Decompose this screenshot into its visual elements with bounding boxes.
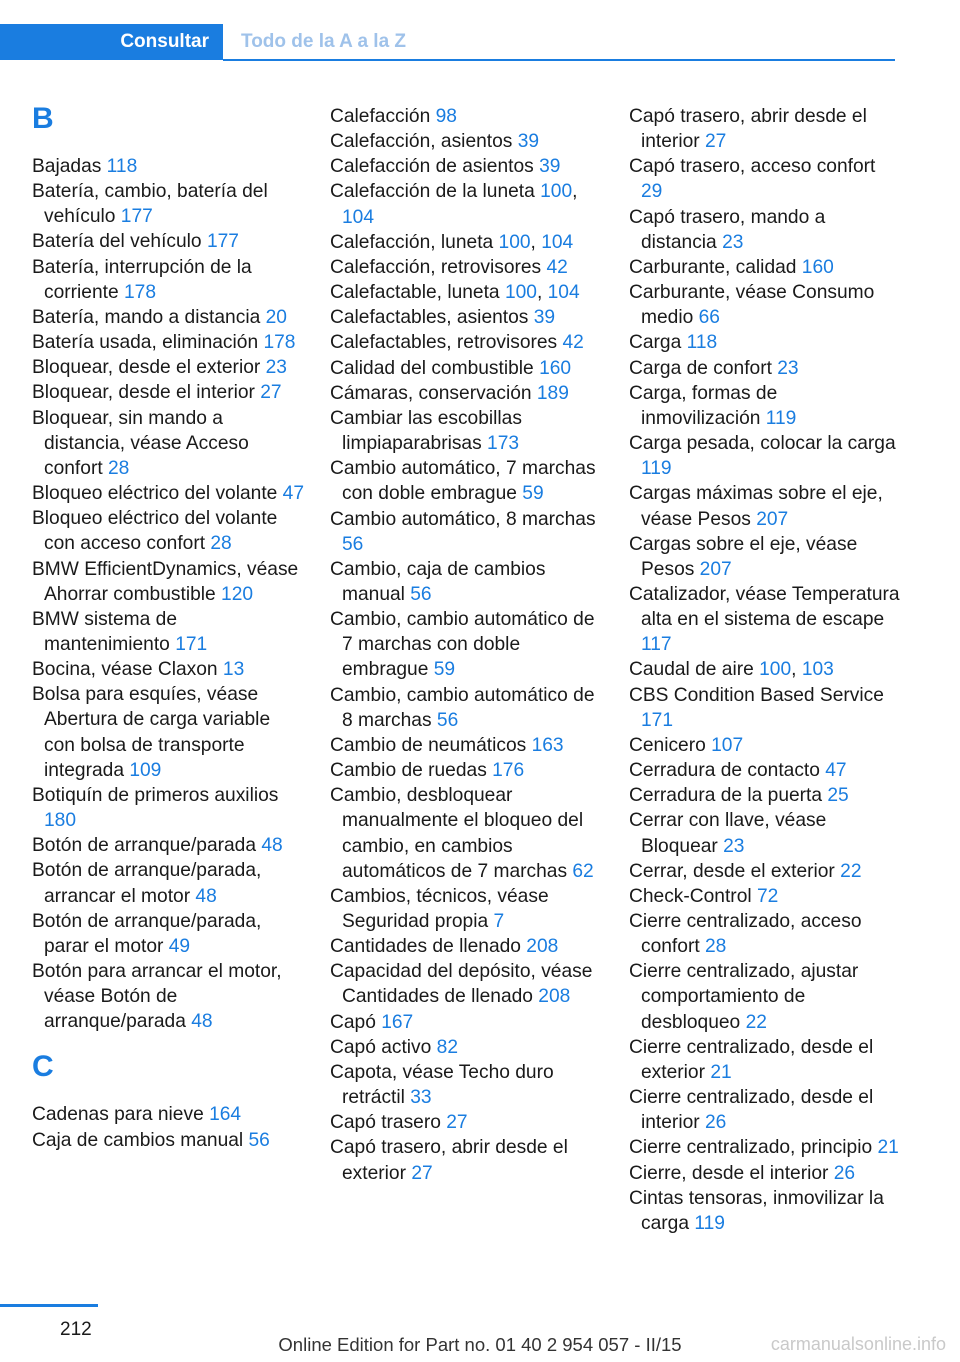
page-link[interactable]: 23 bbox=[723, 835, 745, 857]
page-link[interactable]: 23 bbox=[722, 231, 744, 253]
page-link[interactable]: 56 bbox=[342, 533, 364, 555]
page-link[interactable]: 160 bbox=[539, 357, 572, 379]
index-entry bbox=[629, 330, 901, 355]
index-term: Cenicero bbox=[629, 734, 712, 756]
page-link[interactable]: 103 bbox=[801, 659, 834, 681]
page-link[interactable]: 48 bbox=[195, 885, 217, 907]
page-link[interactable]: 48 bbox=[191, 1011, 213, 1033]
index-entry bbox=[330, 305, 602, 330]
index-term: Botón de arranque/parada bbox=[32, 835, 262, 857]
section-letter: C bbox=[32, 1050, 54, 1084]
index-term: Carga bbox=[629, 332, 687, 354]
page-link[interactable]: 176 bbox=[492, 760, 525, 782]
index-entry bbox=[629, 356, 901, 381]
page-link[interactable]: 20 bbox=[265, 306, 287, 328]
index-entry bbox=[629, 1186, 901, 1236]
page-header bbox=[0, 24, 895, 62]
index-term: Cintas tensoras, inmovilizar la carga bbox=[629, 1187, 884, 1234]
index-entry bbox=[629, 481, 901, 531]
index-term: Bocina, véase Claxon bbox=[32, 659, 223, 681]
index-term: Cargas sobre el eje, véase Pesos bbox=[629, 533, 858, 580]
index-entry bbox=[32, 959, 304, 1034]
index-column-3 bbox=[629, 104, 901, 1236]
page-link[interactable]: 42 bbox=[546, 256, 568, 278]
index-term: Cierre centralizado, desde el exterior bbox=[629, 1036, 874, 1083]
index-entry bbox=[629, 884, 901, 909]
index-entry bbox=[32, 330, 304, 355]
page-link[interactable]: 171 bbox=[641, 709, 674, 731]
index-entry bbox=[330, 507, 602, 557]
index-term: Capó trasero, abrir desde el interior bbox=[629, 106, 867, 153]
page-link[interactable]: 23 bbox=[777, 357, 799, 379]
watermark: carmanualsonline.info bbox=[770, 1334, 946, 1354]
page-link[interactable]: 178 bbox=[123, 281, 156, 303]
index-entry bbox=[32, 229, 304, 254]
page-link[interactable]: 48 bbox=[261, 835, 283, 857]
page-number-bar bbox=[0, 1304, 98, 1307]
index-entry bbox=[32, 833, 304, 858]
index-term: Batería, cambio, batería del vehículo bbox=[32, 181, 268, 228]
index-entry bbox=[330, 934, 602, 959]
index-entry bbox=[330, 1010, 602, 1035]
index-term: Botón de arranque/parada, arrancar el motor bbox=[32, 860, 262, 907]
index-term: Check-Control bbox=[629, 885, 757, 907]
index-entry bbox=[330, 683, 602, 733]
index-term: Batería del vehículo bbox=[32, 231, 207, 253]
index-entry bbox=[32, 607, 304, 657]
index-term: Capó bbox=[330, 1011, 382, 1033]
page-link[interactable]: 27 bbox=[411, 1162, 433, 1184]
index-entry bbox=[32, 1128, 304, 1153]
index-term: Bolsa para esquíes, véase Abertura de carga variable con bolsa de transporte integrada bbox=[32, 684, 271, 781]
index-entry bbox=[32, 481, 304, 506]
index-term: Bloquear, desde el interior bbox=[32, 382, 261, 404]
index-term: Bloquear, desde el exterior bbox=[32, 357, 266, 379]
page-link[interactable]: 26 bbox=[704, 1112, 727, 1134]
index-entry bbox=[629, 1085, 901, 1135]
page-link[interactable]: 117 bbox=[641, 634, 672, 656]
index-column-1 bbox=[32, 104, 304, 1153]
page-link[interactable]: 100 bbox=[540, 181, 573, 203]
index-entry bbox=[629, 1135, 901, 1160]
index-term: Capó trasero bbox=[330, 1112, 447, 1134]
index-term: Cambio automático, 8 marchas bbox=[330, 508, 596, 530]
page-link[interactable]: 26 bbox=[833, 1162, 856, 1184]
index-term: Carga pesada, colocar la carga bbox=[629, 433, 896, 455]
index-term: Cantidades de llenado bbox=[330, 936, 527, 958]
index-term: Cámaras, conservación bbox=[330, 382, 537, 404]
page-link[interactable]: 173 bbox=[487, 433, 520, 455]
index-entry: Calefactable, luneta 100, 104 bbox=[330, 282, 580, 304]
index-entry bbox=[629, 104, 901, 154]
index-term: Carga, formas de inmovilización bbox=[629, 382, 778, 429]
index-entry bbox=[629, 808, 901, 858]
page-link[interactable]: 28 bbox=[705, 936, 727, 958]
index-entry bbox=[330, 1135, 602, 1185]
index-term: Cierre centralizado, principio bbox=[629, 1137, 878, 1159]
page-link[interactable]: 119 bbox=[694, 1212, 725, 1234]
page-link[interactable]: 177 bbox=[120, 206, 153, 228]
index-term: Calefacción de asientos bbox=[330, 156, 540, 178]
page-link[interactable]: 27 bbox=[260, 382, 282, 404]
page-link[interactable]: 118 bbox=[686, 332, 718, 354]
page-link[interactable]: 100 bbox=[498, 231, 531, 253]
index-term: Cambio de ruedas bbox=[330, 760, 493, 782]
page-link[interactable]: 27 bbox=[446, 1112, 468, 1134]
page-link[interactable]: 22 bbox=[745, 1011, 767, 1033]
page-link[interactable]: 119 bbox=[641, 458, 672, 480]
index-term: Calefacción de la luneta bbox=[330, 181, 541, 203]
page-link[interactable]: 59 bbox=[522, 483, 544, 505]
page-link[interactable]: 21 bbox=[877, 1137, 899, 1159]
index-entry bbox=[629, 582, 901, 657]
index-term: Bloqueo eléctrico del volante bbox=[32, 483, 283, 505]
page-link[interactable]: 23 bbox=[265, 357, 287, 379]
page-link[interactable]: 120 bbox=[221, 583, 254, 605]
index-entry bbox=[330, 406, 602, 456]
page-link[interactable]: 104 bbox=[342, 206, 375, 228]
index-term: Batería, interrupción de la corriente bbox=[32, 256, 252, 303]
index-term: Caudal de aire bbox=[629, 659, 760, 681]
index-term: Cierre centralizado, ajustar comportamiento de desbloqueo bbox=[629, 961, 859, 1033]
page-link[interactable]: 33 bbox=[410, 1087, 432, 1109]
index-term: Capota, véase Techo duro retráctil bbox=[330, 1061, 554, 1109]
index-term: Cambio, caja de cambios manual bbox=[330, 558, 546, 605]
index-entry: Calefacción, luneta 100, 104 bbox=[330, 231, 574, 253]
index-entry bbox=[32, 305, 304, 330]
index-term: Bajadas bbox=[32, 156, 107, 177]
index-term: Caja de cambios manual bbox=[32, 1129, 249, 1151]
index-entry bbox=[32, 557, 304, 607]
index-term: Bloqueo eléctrico del volante con acceso confort bbox=[32, 508, 278, 555]
page-link[interactable]: 25 bbox=[827, 785, 849, 807]
index-term: Catalizador, véase Temperatura alta en el sistema de escape bbox=[629, 583, 900, 631]
index-term: Cierre centralizado, acceso confort bbox=[629, 911, 862, 958]
index-entry bbox=[32, 179, 304, 229]
page-link[interactable]: 98 bbox=[435, 106, 457, 127]
page-link[interactable]: 171 bbox=[175, 633, 208, 655]
index-term: Cerradura de contacto bbox=[629, 760, 826, 782]
index-entry bbox=[32, 1102, 304, 1127]
index-term: Calefacción, retrovisores bbox=[330, 256, 547, 278]
index-term: Batería usada, eliminación bbox=[32, 332, 264, 354]
page-link[interactable]: 180 bbox=[44, 810, 77, 832]
index-term: Cambio, cambio automático de 8 marchas bbox=[330, 684, 595, 731]
page-link[interactable]: 119 bbox=[765, 407, 797, 429]
index-entry bbox=[330, 356, 602, 381]
index-entry bbox=[629, 205, 901, 255]
index-term: Calefactables, asientos bbox=[330, 307, 534, 329]
page-link[interactable]: 207 bbox=[699, 558, 732, 580]
index-entry bbox=[629, 683, 901, 733]
index-term: CBS Condition Based Service bbox=[629, 684, 884, 706]
index-term: Carburante, véase Consumo medio bbox=[629, 282, 875, 329]
index-term: Carga de confort bbox=[629, 357, 778, 379]
index-entry bbox=[330, 1035, 602, 1060]
index-column-2 bbox=[330, 104, 602, 1186]
page-link[interactable]: 21 bbox=[710, 1061, 732, 1083]
page-link[interactable]: 13 bbox=[222, 659, 245, 681]
index-term: Cerradura de la puerta bbox=[629, 785, 828, 807]
index-term: Cambio automático, 7 marchas con doble embrague bbox=[330, 458, 596, 505]
index-term: Cerrar, desde el exterior bbox=[629, 860, 841, 882]
index-entry bbox=[32, 657, 304, 682]
page-link[interactable]: 72 bbox=[756, 885, 779, 907]
index-term: Calefacción, luneta bbox=[330, 231, 499, 253]
page-link[interactable]: 189 bbox=[536, 382, 569, 404]
page-link[interactable]: 47 bbox=[825, 760, 847, 782]
page-link[interactable]: 39 bbox=[539, 156, 561, 178]
index-entry bbox=[629, 959, 901, 1034]
index-entry bbox=[629, 859, 901, 884]
page-link[interactable]: 160 bbox=[801, 256, 834, 278]
index-term: Batería, mando a distancia bbox=[32, 306, 266, 328]
index-term: BMW sistema de mantenimiento bbox=[32, 608, 178, 655]
index-term: Cambiar las escobillas limpiaparabrisas bbox=[330, 407, 522, 455]
index-term: Calefactable, luneta bbox=[330, 282, 505, 304]
index-entry bbox=[629, 532, 901, 582]
index-entry bbox=[32, 154, 304, 179]
index-entry bbox=[330, 330, 602, 355]
index-entry bbox=[32, 255, 304, 305]
index-entry bbox=[330, 758, 602, 783]
footer-edition: Online Edition for Part no. 01 40 2 954 057 - II/15 bbox=[278, 1334, 682, 1355]
index-entry bbox=[629, 909, 901, 959]
index-entry bbox=[330, 557, 602, 607]
index-term: Capó activo bbox=[330, 1036, 437, 1058]
index-entry bbox=[330, 129, 602, 154]
index-term: Carburante, calidad bbox=[629, 256, 802, 278]
index-term: BMW EfficientDynamics, véase Ahorrar combustible bbox=[32, 558, 299, 605]
page-link[interactable]: 178 bbox=[263, 332, 296, 354]
index-entry bbox=[32, 380, 304, 405]
index-entry bbox=[32, 682, 304, 783]
page-link[interactable]: 39 bbox=[533, 307, 556, 329]
page-link[interactable]: 107 bbox=[711, 734, 744, 756]
page-number: 212 bbox=[60, 1319, 92, 1340]
index-entry bbox=[330, 154, 602, 179]
page-link[interactable]: 208 bbox=[538, 986, 571, 1008]
page-link[interactable]: 118 bbox=[106, 156, 138, 177]
index-entry bbox=[629, 431, 901, 481]
header-rule bbox=[223, 59, 895, 61]
page-link[interactable]: 100 bbox=[504, 282, 537, 304]
index-entry bbox=[330, 456, 602, 506]
index-entry bbox=[32, 909, 304, 959]
index-entry bbox=[629, 758, 901, 783]
index-entry bbox=[330, 884, 602, 934]
index-entry: Calefacción de la luneta 100, 104 bbox=[330, 181, 578, 228]
page-link[interactable]: 82 bbox=[436, 1036, 458, 1058]
index-term: Cierre centralizado, desde el interior bbox=[629, 1087, 874, 1134]
index-term: Cambio, desbloquear manualmente el bloqueo del cambio, en cambios automáticos de 7 marchas bbox=[330, 785, 584, 882]
index-entry bbox=[629, 381, 901, 431]
index-entry bbox=[32, 783, 304, 833]
index-term: Botón para arrancar el motor, véase Botón de arranque/parada bbox=[32, 961, 282, 1033]
index-term: Calefactables, retrovisores bbox=[330, 332, 563, 354]
index-term: Calefacción bbox=[330, 106, 436, 127]
index-entry bbox=[330, 255, 602, 280]
index-term: Capacidad del depósito, véase Cantidades de llenado bbox=[330, 961, 593, 1008]
page-link[interactable]: 47 bbox=[282, 483, 305, 505]
index-entry bbox=[629, 280, 901, 330]
index-entry bbox=[330, 959, 602, 1009]
index-entry bbox=[32, 506, 304, 556]
page-link[interactable]: 27 bbox=[704, 131, 727, 153]
index-term: Cerrar con llave, véase Bloquear bbox=[629, 810, 827, 857]
page-link[interactable]: 39 bbox=[517, 131, 540, 153]
index-entry bbox=[32, 406, 304, 481]
index-entry bbox=[629, 783, 901, 808]
page-link[interactable]: 100 bbox=[759, 659, 792, 681]
index-entry bbox=[32, 355, 304, 380]
index-entry bbox=[330, 783, 602, 884]
index-term: Botón de arranque/parada, parar el motor bbox=[32, 910, 262, 957]
page-link[interactable]: 56 bbox=[436, 709, 459, 731]
page-link[interactable]: 28 bbox=[210, 533, 232, 555]
page-link[interactable]: 66 bbox=[698, 307, 720, 329]
page-link[interactable]: 207 bbox=[756, 508, 789, 530]
index-entry bbox=[330, 733, 602, 758]
index-term: Calefacción, asientos bbox=[330, 131, 518, 153]
page-link[interactable]: 177 bbox=[206, 231, 239, 253]
index-term: Capó trasero, abrir desde el exterior bbox=[330, 1137, 568, 1184]
index-term: Cadenas para nieve bbox=[32, 1104, 210, 1126]
page-link[interactable]: 59 bbox=[433, 659, 456, 681]
index-term: Cambios, técnicos, véase Seguridad propia bbox=[330, 885, 549, 932]
page-link[interactable]: 56 bbox=[248, 1129, 270, 1151]
index-term: Botiquín de primeros auxilios bbox=[32, 784, 279, 806]
index-entry bbox=[330, 1110, 602, 1135]
page-link[interactable]: 104 bbox=[541, 231, 574, 253]
index-term: Cambio de neumáticos bbox=[330, 734, 532, 756]
index-entry: Caudal de aire 100, 103 bbox=[629, 659, 834, 681]
index-entry bbox=[330, 607, 602, 682]
index-term: Cierre, desde el interior bbox=[629, 1162, 834, 1184]
page-link[interactable]: 167 bbox=[381, 1011, 414, 1033]
index-term: Calidad del combustible bbox=[330, 357, 540, 379]
page-link[interactable]: 109 bbox=[129, 759, 162, 781]
page-link[interactable]: 56 bbox=[410, 583, 432, 605]
index-entry bbox=[330, 104, 602, 129]
index-term: Cambio, cambio automático de 7 marchas con doble embrague bbox=[330, 609, 595, 681]
page-link[interactable]: 22 bbox=[840, 860, 862, 882]
tab-todo-a-z[interactable]: Todo de la A a la Z bbox=[241, 31, 407, 52]
index-entry bbox=[629, 1161, 901, 1186]
index-term: Bloquear, sin mando a distancia, véase Acceso confort bbox=[32, 407, 249, 479]
index-entry bbox=[330, 381, 602, 406]
page-link[interactable]: 163 bbox=[531, 734, 564, 756]
index-entry bbox=[629, 154, 901, 204]
index-term: Capó trasero, acceso confort bbox=[629, 156, 876, 178]
index-term: Cargas máximas sobre el eje, véase Pesos bbox=[629, 483, 883, 530]
page-link[interactable]: 28 bbox=[108, 457, 130, 479]
tab-consultar[interactable]: Consultar bbox=[0, 24, 223, 60]
page-link[interactable]: 42 bbox=[562, 332, 584, 354]
page-link[interactable]: 104 bbox=[547, 282, 580, 304]
page-link[interactable]: 7 bbox=[493, 911, 505, 932]
index-entry bbox=[629, 1035, 901, 1085]
index-entry bbox=[629, 255, 901, 280]
index-entry bbox=[629, 733, 901, 758]
section-letter: B bbox=[32, 102, 54, 135]
index-term: Capó trasero, mando a distancia bbox=[629, 206, 826, 253]
page-link[interactable]: 208 bbox=[526, 936, 559, 958]
index-entry bbox=[330, 1060, 602, 1110]
page-link[interactable]: 164 bbox=[209, 1104, 242, 1126]
index-entry bbox=[32, 858, 304, 908]
page-link[interactable]: 62 bbox=[572, 860, 594, 882]
page-link[interactable]: 49 bbox=[168, 935, 191, 957]
page-link[interactable]: 29 bbox=[641, 181, 663, 203]
